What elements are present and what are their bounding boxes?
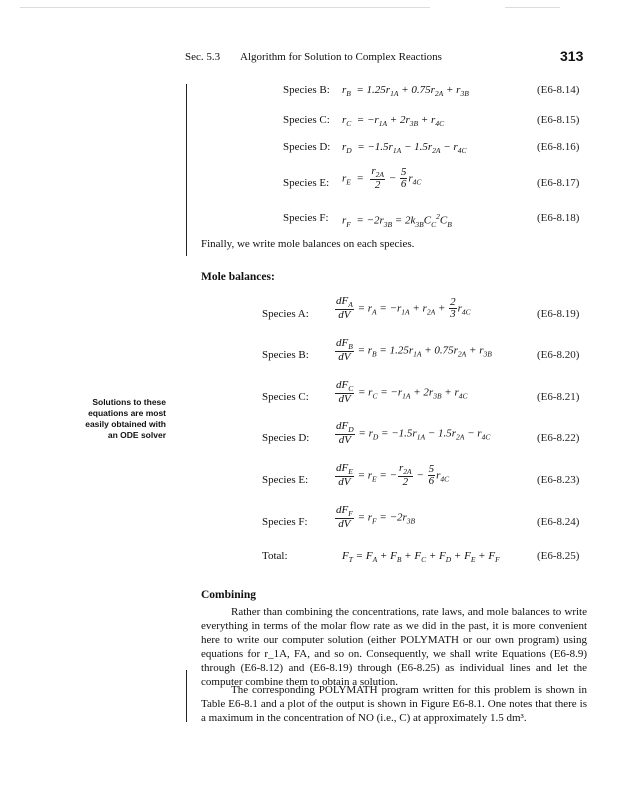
rate-eq-b: $r_B = 1.25r_{1A} + 0.75r_{2A} + r_{3B}$: [342, 84, 469, 99]
eq-number-16: (E6-8.16): [537, 141, 580, 153]
combining-paragraph: Rather than combining the concentrations, rate laws, and mole balances to write everything in terms of the molar flow rate as we did in the past, it is more convenient here to write our computer solution (either POLYMATH or our own program) using equations for r_1A, FA, and so on. Consequently, we shall write Equations (E6-8.9) through (E6-8.12) and (E6-8.19) through (E6-8.25) as individual lines and let the computer combine them to obtain a solution.: [201, 606, 587, 688]
eq-number-21: (E6-8.21): [537, 391, 580, 403]
rate-label-c: Species C:: [283, 114, 330, 126]
balance-label-f: Species F:: [262, 516, 308, 528]
top-border-line-right: [505, 7, 560, 8]
balance-label-b: Species B:: [262, 349, 309, 361]
eq-number-15: (E6-8.15): [537, 114, 580, 126]
balance-eq-b: $\frac{dF_B}{dV}$ = $r_B = 1.25r_{1A} + 0.75r_{2A} + r_{3B}$: [336, 337, 492, 364]
combining-heading: Combining: [201, 589, 256, 601]
mole-balances-heading: Mole balances:: [201, 271, 275, 283]
running-title: Algorithm for Solution to Complex Reactions: [240, 51, 442, 63]
balance-label-e: Species E:: [262, 474, 309, 486]
section-number: Sec. 5.3: [185, 51, 221, 63]
eq-number-23: (E6-8.23): [537, 474, 580, 486]
balance-eq-d: $\frac{dF_D}{dV}$ = $r_D = -1.5r_{1A} - 1.5r_{2A} - r_{4C}$: [336, 420, 491, 447]
rate-eq-e: $r_E$ = $\frac{r_{2A}}{2}$ − $\frac{5}{6}$ $r_{4C}$: [342, 165, 422, 192]
margin-note: Solutions to these equations are most easily obtained with an ODE solver: [85, 397, 166, 440]
top-border-line: [20, 7, 430, 8]
rate-eq-f: $r_F = -2r_{3B} = 2k_{3B}C_C^2C_B$: [342, 212, 452, 229]
rate-eq-c: $r_C = -r_{1A} + 2r_{3B} + r_{4C}$: [342, 114, 445, 129]
eq-number-22: (E6-8.22): [537, 432, 580, 444]
page-number: 313: [560, 48, 584, 64]
eq-number-20: (E6-8.20): [537, 349, 580, 361]
margin-rule-bottom: [186, 670, 187, 722]
eq-number-19: (E6-8.19): [537, 308, 580, 320]
rate-label-d: Species D:: [283, 141, 331, 153]
eq-number-17: (E6-8.17): [537, 177, 580, 189]
balance-label-a: Species A:: [262, 308, 309, 320]
polymath-paragraph: The corresponding POLYMATH program written for this problem is shown in Table E6-8.1 and a plot of the output is shown in Figure E6-8.1. One notes that there is a maximum in the concentration of NO (i.e., C) at approximately 1.5 dm³.: [201, 684, 587, 724]
balance-label-d: Species D:: [262, 432, 310, 444]
balance-label-c: Species C:: [262, 391, 309, 403]
balance-eq-e: $\frac{dF_E}{dV}$ = $r_E$ = − $\frac{r_{2A}}{2}$ − $\frac{5}{6}$ $r_{4C}$: [336, 462, 450, 489]
eq-number-25: (E6-8.25): [537, 550, 580, 562]
intro-text: Finally, we write mole balances on each species.: [201, 238, 415, 250]
rate-label-f: Species F:: [283, 212, 329, 224]
balance-label-total: Total:: [262, 550, 288, 562]
margin-rule-top: [186, 84, 187, 256]
balance-eq-total: $F_T = F_A + F_B + F_C + F_D + F_E + F_F$: [342, 550, 500, 565]
rate-eq-d: $r_D = -1.5r_{1A} - 1.5r_{2A} - r_{4C}$: [342, 141, 467, 156]
eq-number-18: (E6-8.18): [537, 212, 580, 224]
rate-label-e: Species E:: [283, 177, 330, 189]
balance-eq-f: $\frac{dF_F}{dV}$ = $r_F = -2r_{3B}$: [336, 504, 416, 531]
eq-number-14: (E6-8.14): [537, 84, 580, 96]
balance-eq-c: $\frac{dF_C}{dV}$ = $r_C = -r_{1A} + 2r_{3B} + r_{4C}$: [336, 379, 468, 406]
eq-number-24: (E6-8.24): [537, 516, 580, 528]
balance-eq-a: $\frac{dF_A}{dV}$ = $r_A = -r_{1A} + r_{2A}$ + $\frac{2}{3}$ $r_{4C}$: [336, 295, 471, 322]
rate-label-b: Species B:: [283, 84, 330, 96]
